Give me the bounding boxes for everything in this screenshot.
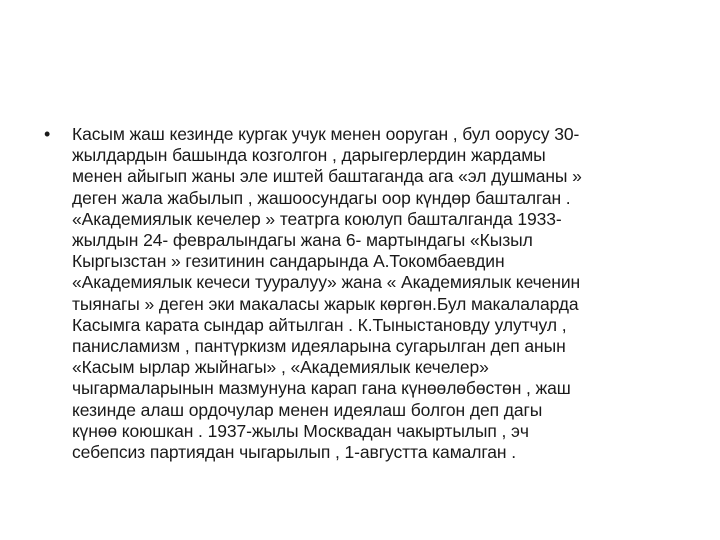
- text-line: Касым жаш кезинде кургак учук менен ооруган , бул оорусу 30-: [72, 124, 580, 144]
- text-line: Касымга карата сындар айтылган . К.Тыныстановду улутчул ,: [72, 314, 567, 335]
- text-line: «Академиялык кечеси тууралуу» жана « Академиялык кеченин: [72, 272, 581, 293]
- bullet-dot: •: [44, 124, 51, 144]
- text-line: панисламизм , пантүркизм идеяларына сугарылган деп анын: [72, 336, 566, 357]
- text-line: менен айыгып жаны эле иштей баштаганда ага «эл душманы »: [72, 166, 582, 187]
- text-line: тыянагы » деген эки макаласы жарык көргөн.Бул макалаларда: [72, 293, 579, 314]
- text-line: «Академиялык кечелер » театрга коюлуп башталганда 1933-: [72, 208, 562, 229]
- text-line: жылдын 24- февралындагы жана 6- мартындагы «Кызыл: [72, 230, 533, 251]
- text-line: деген жала жабылып , жашоосундагы оор күндөр башталган .: [72, 187, 571, 208]
- text-line: күнөө коюшкан . 1937-жылы Москвадан чакыртылып , эч: [72, 420, 529, 441]
- text-line: кезинде алаш ордочулар менен идеялаш болгон деп дагы: [72, 399, 543, 420]
- bullet-item: [44, 124, 684, 463]
- text-line: Кыргызстан » гезитинин сандарында А.Токомбаевдин: [72, 251, 505, 272]
- text-line: «Касым ырлар жыйнагы» , «Академиялык кечелер»: [72, 357, 489, 378]
- text-line: себепсиз партиядан чыгарылып , 1-августта камалган .: [72, 442, 516, 463]
- text-line: жылдардын башында козголгон , дарыгерлердин жардамы: [72, 145, 546, 166]
- text-line: чыгармаларынын мазмунуна карап гана күнөөлөбөстөн , жаш: [72, 378, 571, 399]
- bullet-list: [44, 124, 684, 463]
